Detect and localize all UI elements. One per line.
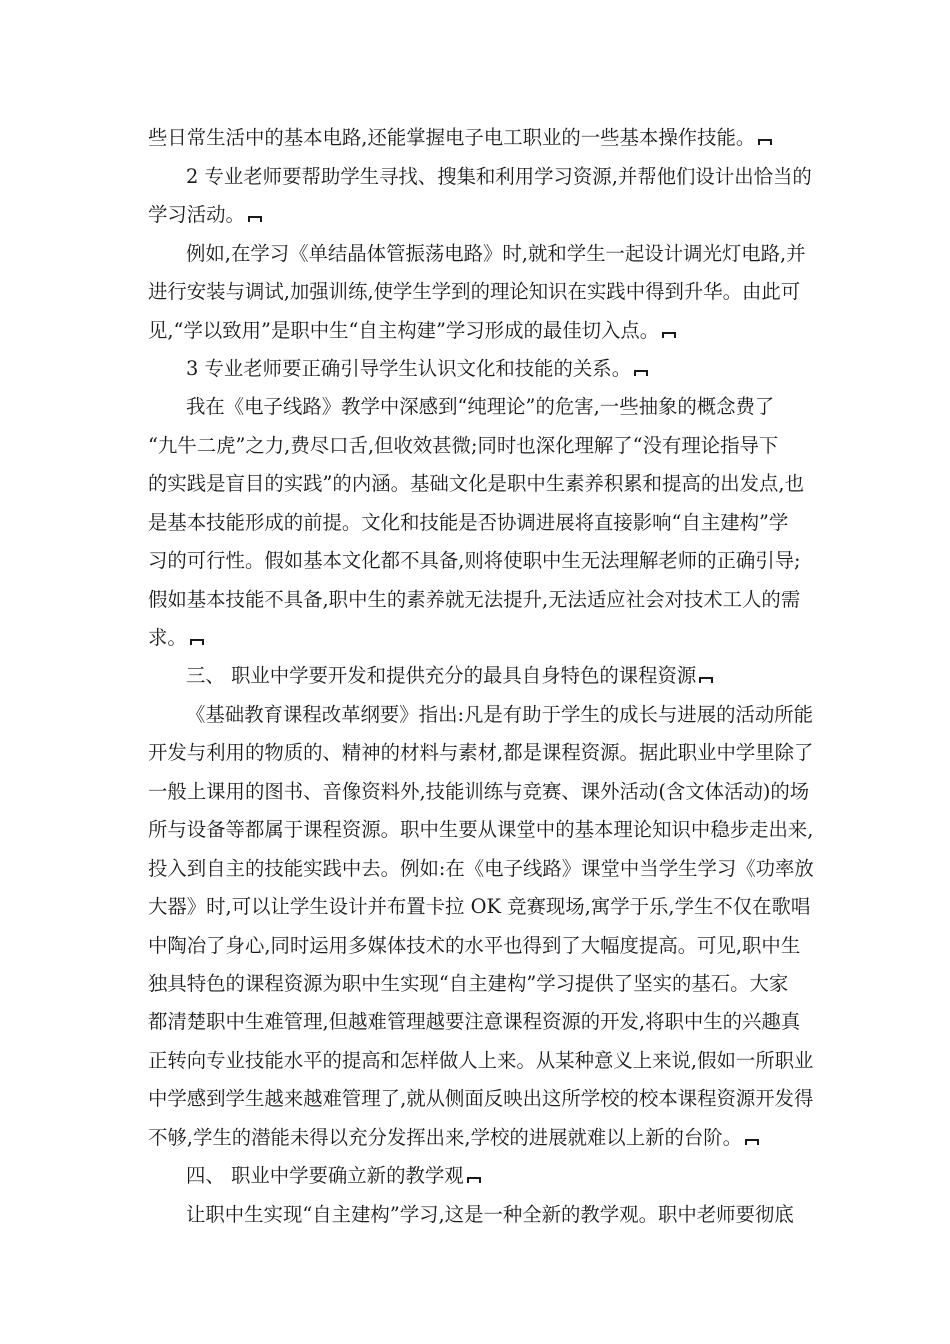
text-line: 《基础教育课程改革纲要》指出:凡是有助于学生的成长与进展的活动所能 <box>186 703 814 726</box>
text-line: 例如,在学习《单结晶体管振荡电路》时,就和学生一起设计调光灯电路,并 <box>186 242 806 265</box>
text-line: 开发与利用的物质的、精神的材料与素材,都是课程资源。据此职业中学里除了 <box>148 741 814 764</box>
text-line: 不够,学生的潜能未得以充分发挥出来,学校的进展就难以上新的台阶。 <box>148 1126 759 1150</box>
text-line: 中陶冶了身心,同时运用多媒体技术的水平也得到了大幅度提高。可见,职中生 <box>148 934 801 957</box>
paragraph-mark-icon <box>699 677 713 683</box>
paragraph-mark-icon <box>467 1177 481 1183</box>
text-line: 大器》时,可以让学生设计并布置卡拉 OK 竞赛现场,寓学于乐,学生不仅在歌唱 <box>148 895 811 918</box>
text-line: 假如基本技能不具备,职中生的素养就无法提升,无法适应社会对技术工人的需 <box>148 588 801 611</box>
section-heading: 四、 职业中学要确立新的教学观 <box>186 1164 481 1188</box>
paragraph-mark-icon <box>190 639 204 645</box>
paragraph-mark-icon <box>248 216 262 222</box>
text-line: 求。 <box>148 626 204 650</box>
text-line: 都清楚职中生难管理,但越难管理越要注意课程资源的开发,将职中生的兴趣真 <box>148 1010 801 1033</box>
text-line: 独具特色的课程资源为职中生实现“自主建构”学习提供了坚实的基石。大家 <box>148 972 789 995</box>
paragraph-mark-icon <box>634 370 648 376</box>
text-line: 投入到自主的技能实践中去。例如:在《电子线路》课堂中当学生学习《功率放 <box>148 857 814 880</box>
text-line: 习的可行性。假如基本文化都不具备,则将使职中生无法理解老师的正确引导; <box>148 549 801 572</box>
paragraph-mark-icon <box>745 1139 759 1145</box>
text-line: 进行安装与调试,加强训练,使学生学到的理论知识在实践中得到升华。由此可 <box>148 280 801 303</box>
text-line: 的实践是盲目的实践”的内涵。基础文化是职中生素养积累和提高的出发点,也 <box>148 472 804 495</box>
text-line: “九牛二虎”之力,费尽口舌,但收效甚微;同时也深化理解了“没有理论指导下 <box>148 434 779 457</box>
text-line: 正转向专业技能水平的提高和怎样做人上来。从某种意义上来说,假如一所职业 <box>148 1049 814 1072</box>
paragraph-mark-icon <box>662 332 676 338</box>
section-heading: 三、 职业中学要开发和提供充分的最具自身特色的课程资源 <box>186 664 713 688</box>
text-line: 些日常生活中的基本电路,还能掌握电子电工职业的一些基本操作技能。 <box>148 126 772 150</box>
paragraph-mark-icon <box>758 139 772 145</box>
text-line: 学习活动。 <box>148 203 262 227</box>
text-line: 是基本技能形成的前提。文化和技能是否协调进展将直接影响“自主建构”学 <box>148 511 789 534</box>
text-line: 见,“学以致用”是职中生“自主构建”学习形成的最佳切入点。 <box>148 319 676 343</box>
text-line: 所与设备等都属于课程资源。职中生要从课堂中的基本理论知识中稳步走出来, <box>148 818 814 841</box>
text-line: 让职中生实现“自主建构”学习,这是一种全新的教学观。职中老师要彻底 <box>186 1203 794 1226</box>
text-line: 2 专业老师要帮助学生寻找、搜集和利用学习资源,并帮他们设计出恰当的 <box>186 165 812 188</box>
text-line: 3 专业老师要正确引导学生认识文化和技能的关系。 <box>186 357 648 381</box>
text-line: 一般上课用的图书、音像资料外,技能训练与竞赛、课外活动(含文体活动)的场 <box>148 780 810 803</box>
text-line: 我在《电子线路》教学中深感到“纯理论”的危害,一些抽象的概念费了 <box>186 395 775 418</box>
text-line: 中学感到学生越来越难管理了,就从侧面反映出这所学校的校本课程资源开发得 <box>148 1087 814 1110</box>
